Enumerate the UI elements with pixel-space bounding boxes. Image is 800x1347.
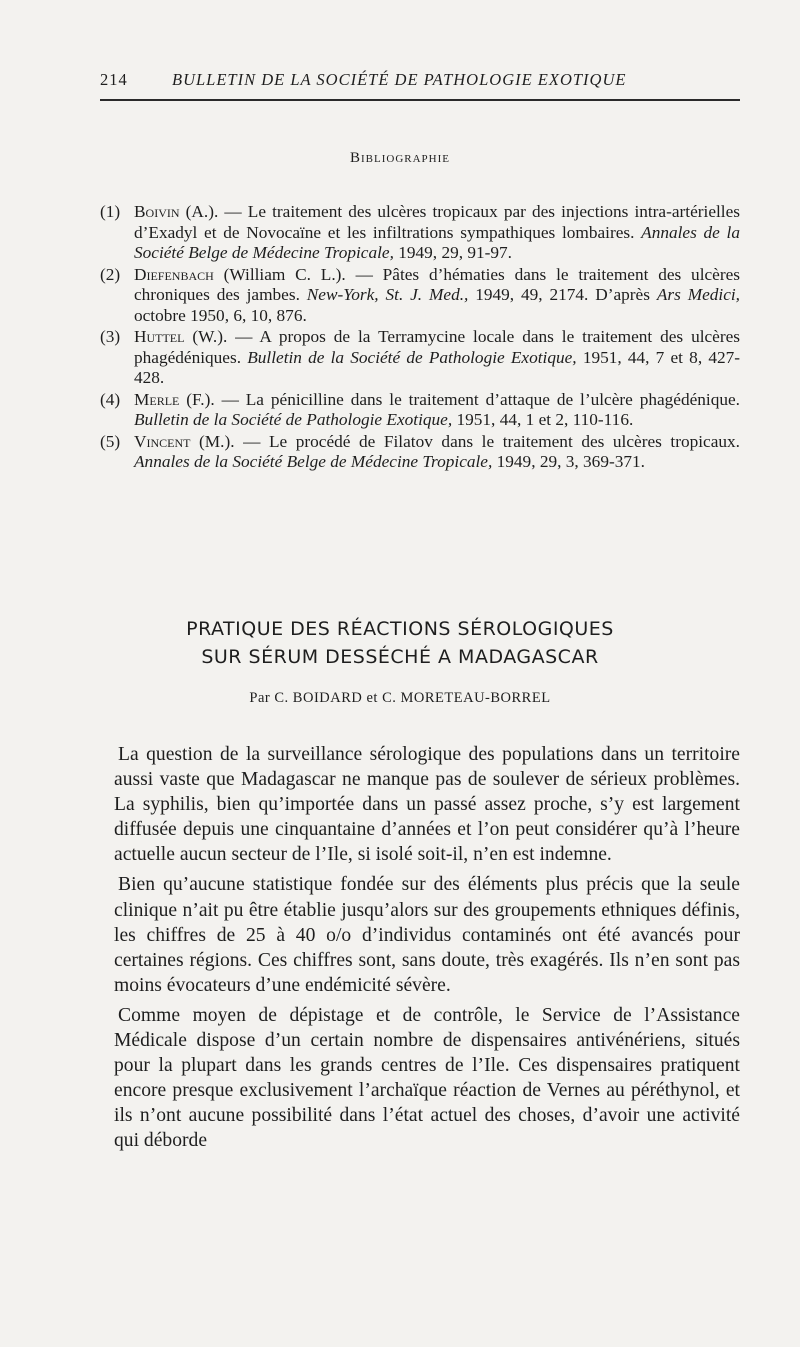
body-paragraph: La question de la surveillance sérologique des populations dans un territoire aussi vaste que Madagascar ne manque pas de soulever de sérieux problèmes. La syphilis, bien qu’importée dans un passé assez proche, s’y est largement diffusée depuis une cinquantaine d’années et l’on peut considérer qu’à l’heure actuelle aucun secteur de l’Ile, si isolé soit-il, n’en est indemne. [114, 744, 740, 866]
article-title-line: PRATIQUE DES RÉACTIONS SÉROLOGIQUES [186, 618, 614, 640]
reference-text: — Le traitement des ulcères tropicaux par des injections intra-artérielles d’Exadyl et de Novocaïne et les infiltrations sympathiques lombaires. [134, 202, 740, 242]
reference-list [100, 202, 740, 474]
reference-text: — Le procédé de Filatov dans le traitement des ulcères tropicaux. [234, 431, 740, 451]
bibliography-heading [0, 150, 800, 167]
reference-text: — La pénicilline dans le traitement d’attaque de l’ulcère phagédénique. [214, 389, 740, 409]
reference-journal: Bulletin de la Société de Pathologie Exotique, [134, 410, 453, 429]
reference-initials: (William C. L.). [223, 264, 346, 284]
reference-body [134, 327, 740, 389]
reference-body [134, 265, 740, 327]
running-title: BULLETIN DE LA SOCIÉTÉ DE PATHOLOGIE EXOTIQUE [172, 70, 627, 89]
article-title-line: SUR SÉRUM DESSÉCHÉ A MADAGASCAR [201, 646, 599, 668]
article-byline: Par C. BOIDARD et C. MORETEAU-BORREL [249, 690, 551, 706]
reference-details-secondary: octobre 1950, 6, 10, 876. [134, 305, 307, 325]
reference-author: Diefenbach [134, 264, 214, 284]
article-body [114, 740, 740, 1159]
reference-item [100, 390, 740, 431]
bibliography-heading-text: Bibliographie [350, 150, 450, 166]
reference-journal-secondary: Ars Medici, [656, 285, 740, 304]
reference-text: — A propos de la Terramycine locale dans le traitement des ulcères phagédéniques. [134, 327, 741, 367]
page-number: 214 [100, 70, 128, 89]
reference-body [134, 390, 740, 431]
reference-body [134, 202, 740, 264]
reference-details: 1951, 44, 1 et 2, 110-116. [452, 410, 634, 429]
reference-item [100, 432, 740, 473]
reference-number: (1) [100, 202, 121, 221]
reference-author: Merle [134, 389, 180, 409]
article-title [0, 615, 800, 671]
reference-number: (4) [100, 389, 121, 409]
reference-body [134, 432, 740, 473]
reference-item [100, 327, 740, 389]
reference-author: Huttel [134, 327, 185, 346]
reference-number: (2) [100, 264, 121, 284]
reference-text: — Pâtes d’hématies dans le traitement des ulcères chroniques des jambes. [134, 264, 740, 304]
reference-item [100, 265, 740, 327]
reference-details: 1949, 29, 91-97. [393, 243, 513, 262]
reference-number: (5) [100, 431, 121, 451]
reference-journal: Annales de la Société Belge de Médecine Tropicale, [134, 452, 493, 471]
reference-author: Vincent [134, 431, 191, 451]
reference-item [100, 202, 740, 264]
reference-initials: (F.). [186, 389, 215, 409]
reference-initials: (A.). [185, 202, 219, 221]
reference-journal: Annales de la Société Belge de Médecine Tropicale, [134, 222, 740, 262]
reference-number: (3) [100, 327, 121, 346]
reference-details: 1951, 44, 7 et 8, 427-428. [134, 347, 741, 387]
reference-details: 1949, 49, 2174. D’après [468, 285, 657, 304]
reference-details: 1949, 29, 3, 369-371. [492, 452, 645, 471]
reference-author: Boivin [134, 202, 180, 221]
reference-journal: Bulletin de la Société de Pathologie Exotique, [247, 347, 577, 367]
reference-initials: (M.). [199, 431, 235, 451]
reference-initials: (W.). [192, 327, 228, 346]
body-paragraph: Comme moyen de dépistage et de contrôle, le Service de l’Assistance Médicale dispose d’un certain nombre de dispensaires antivénériens, situés pour la plupart dans les grands centres de l’Ile. Ces dispensaires pratiquent encore presque exclusivement l’archaïque réaction de Vernes au péréthynol, et ils n’ont aucune possibilité dans l’état actuel des choses, d’avoir une activité qui déborde [114, 1004, 740, 1152]
header-rule [100, 99, 740, 101]
reference-journal: New-York, St. J. Med., [306, 285, 469, 304]
body-paragraph: Bien qu’aucune statistique fondée sur des éléments plus précis que la seule clinique n’ait pu être établie jusqu’alors sur des groupements ethniques définis, les chiffres de 25 à 40 o/o d’individus contaminés ont été avancés pour certaines régions. Ces chiffres sont, sans doute, très exagérés. Ils n’en sont pas moins évocateurs d’une endémicité sévère. [114, 874, 740, 996]
